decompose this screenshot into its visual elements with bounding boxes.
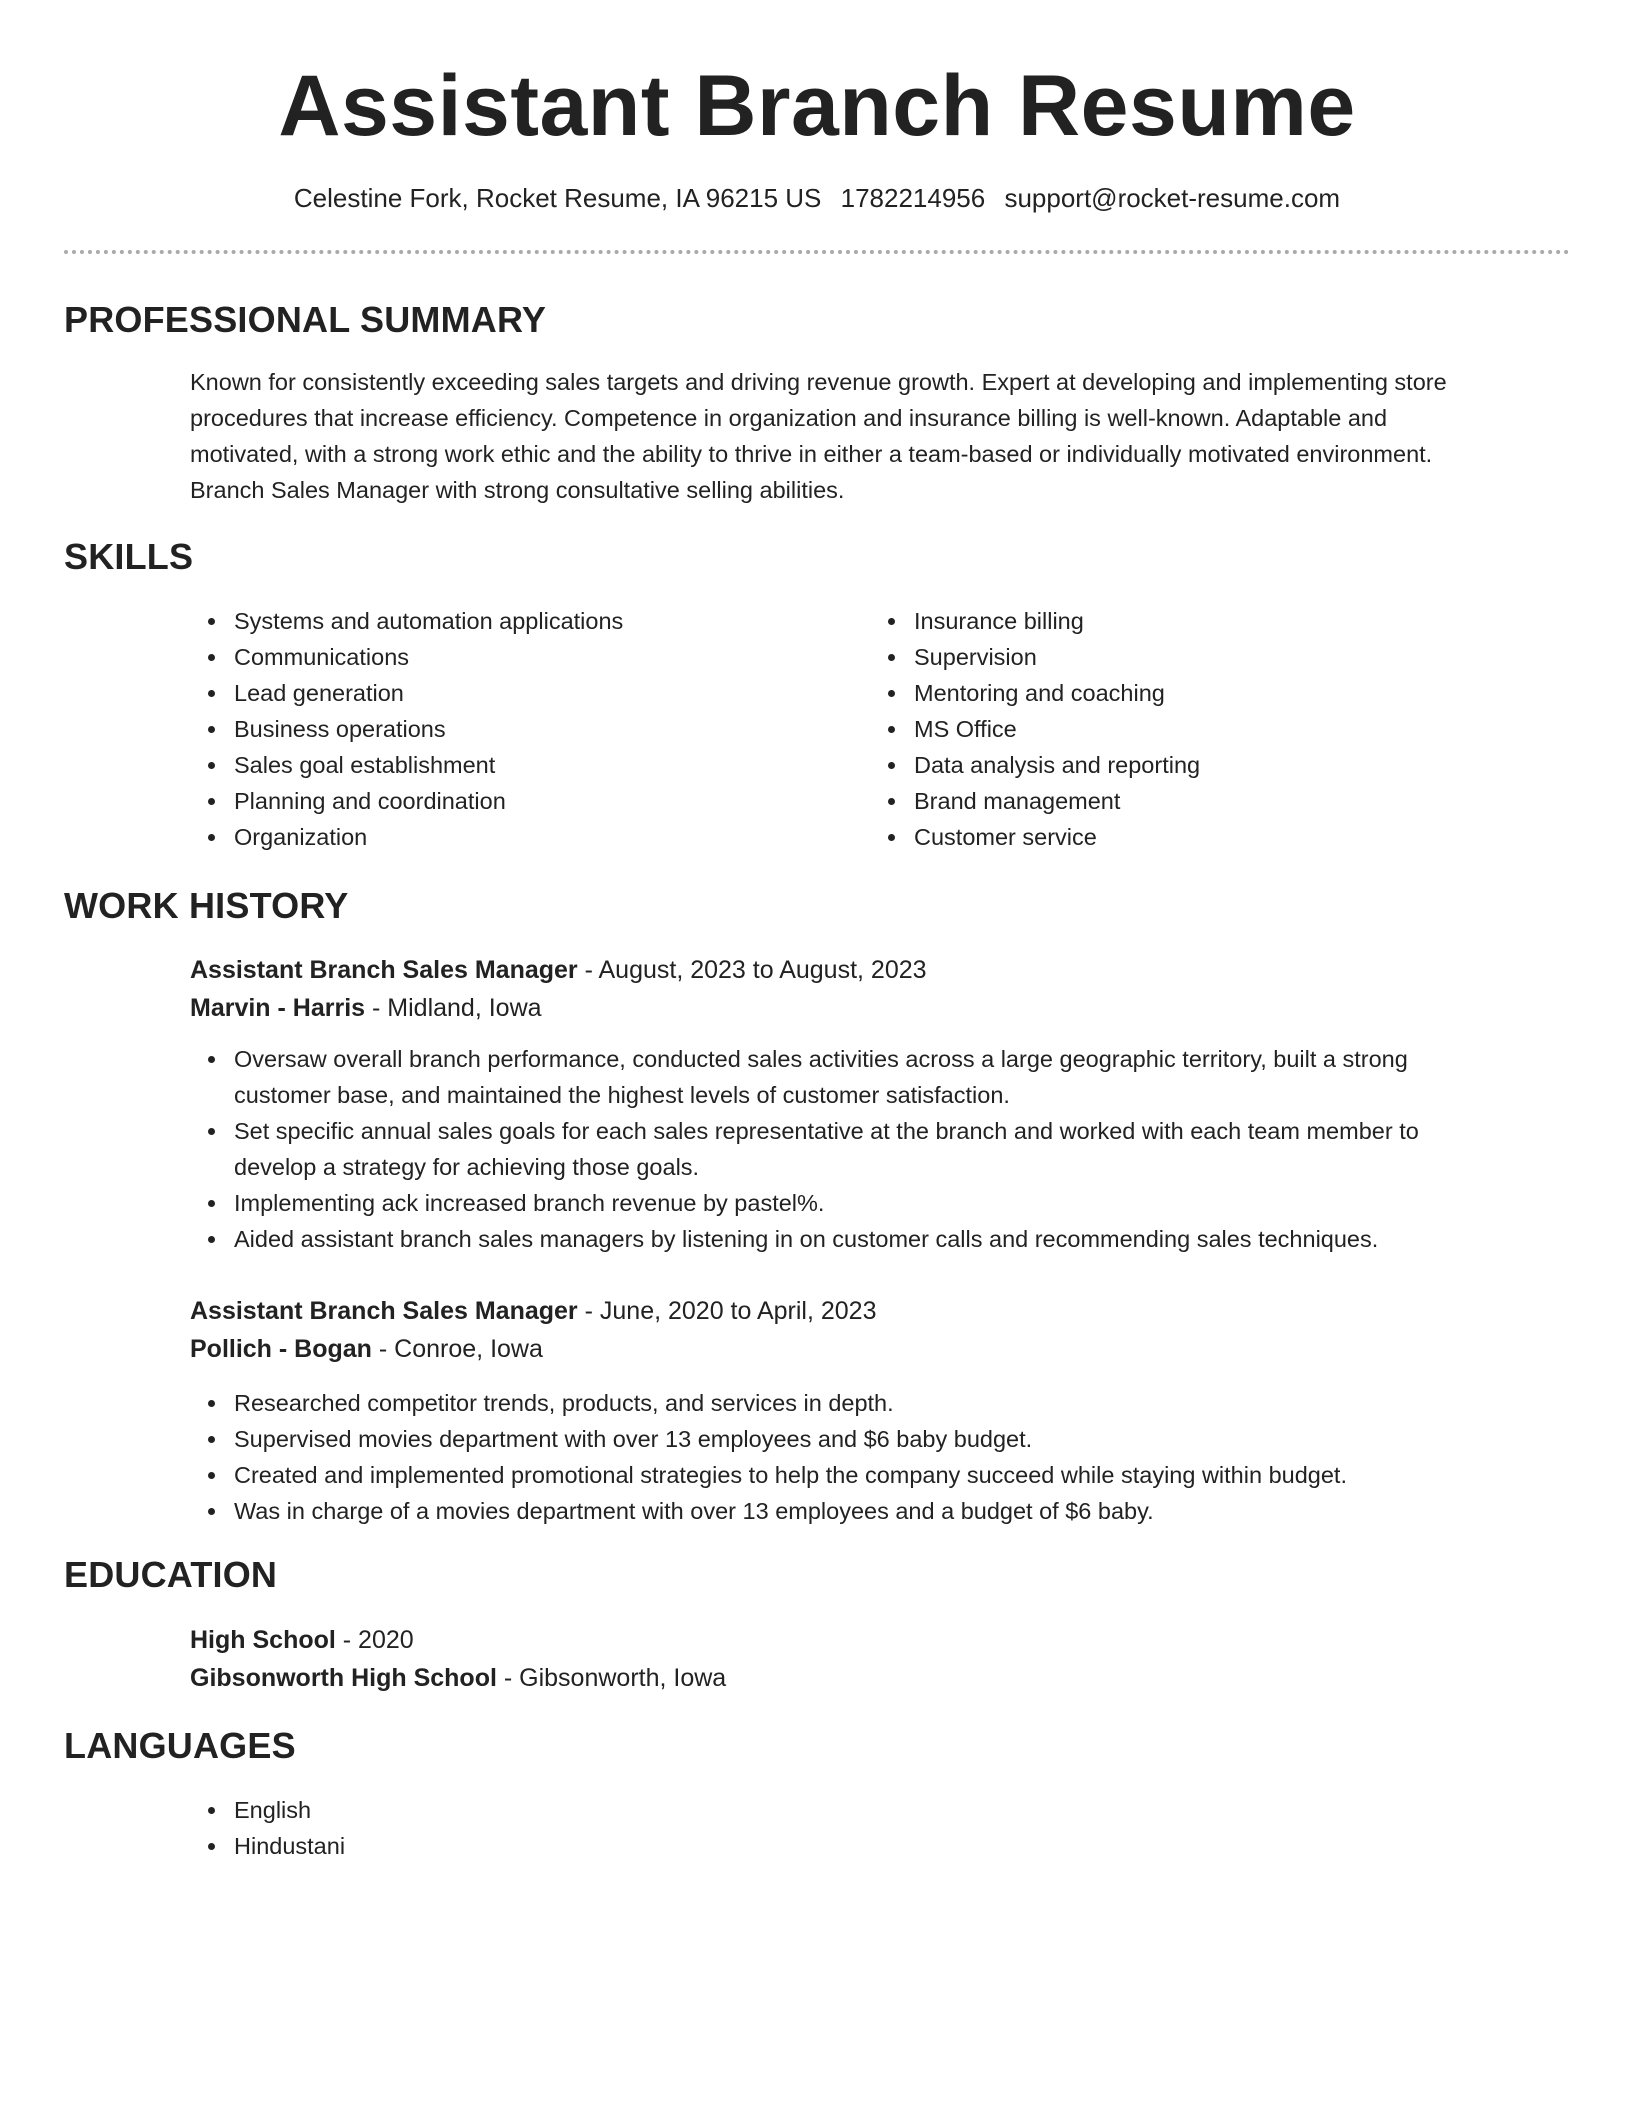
job-dates: - August, 2023 to August, 2023 [584,956,927,984]
skill-item: Brand management [870,783,1530,819]
job-bullet: Aided assistant branch sales managers by listening in on customer calls and recommending sales techniques. [190,1221,1570,1257]
education-location: - Gibsonworth, Iowa [503,1664,727,1692]
job-title-line [190,951,1570,989]
education-entry [190,1621,1570,1697]
job-title: Assistant Branch Sales Manager [190,1297,578,1325]
skill-item: Business operations [190,711,850,747]
skill-item: Mentoring and coaching [870,675,1530,711]
summary-line: Known for consistently exceeding sales targets and driving revenue growth. Expert at developing and implementing store [190,369,1447,395]
job-bullet: Implementing ack increased branch revenue by pastel%. [190,1185,1570,1221]
work-heading: WORK HISTORY [64,885,349,926]
job-bullets [190,1385,1570,1529]
summary-line: procedures that increase efficiency. Competence in organization and insurance billing is well-known. Adaptable and [190,405,1388,431]
summary-line: motivated, with a strong work ethic and the ability to thrive in either a team-based or individually motivated environment. [190,441,1433,467]
job-bullet: Created and implemented promotional strategies to help the company succeed while staying within budget. [190,1457,1570,1493]
job-bullet-text: develop a strategy for achieving those goals. [234,1154,700,1180]
job-location: - Midland, Iowa [372,994,542,1022]
summary-text [190,364,1570,508]
language-item: Hindustani [190,1828,1570,1864]
job-bullets [190,1041,1570,1257]
contact-address: Celestine Fork, Rocket Resume, IA 96215 US [293,183,822,213]
job-company-line [190,989,1570,1027]
language-item: English [190,1792,1570,1828]
skill-item: Lead generation [190,675,850,711]
job-company: Pollich - Bogan [190,1335,372,1363]
job-entry [190,951,1570,1027]
contact-email: support@rocket-resume.com [1004,183,1341,213]
skill-item: Planning and coordination [190,783,850,819]
education-degree-line [190,1621,1570,1659]
skill-item: Customer service [870,819,1530,855]
skills-list-left [190,603,850,855]
job-entry [190,1292,1570,1368]
skill-item: Supervision [870,639,1530,675]
job-bullet-text: customer base, and maintained the highest levels of customer satisfaction. [234,1082,1010,1108]
skills-list-right [870,603,1530,855]
skill-item: MS Office [870,711,1530,747]
contact-line [64,180,1570,216]
education-degree: High School [190,1626,336,1654]
languages-heading: LANGUAGES [64,1725,296,1766]
job-location: - Conroe, Iowa [378,1335,543,1363]
skill-item: Insurance billing [870,603,1530,639]
skills-heading: SKILLS [64,536,194,577]
job-company: Marvin - Harris [190,994,366,1022]
job-bullet [190,1113,1570,1185]
education-school-line [190,1659,1570,1697]
job-bullet [190,1041,1570,1113]
skill-item: Systems and automation applications [190,603,850,639]
languages-list [190,1792,1570,1864]
skill-item: Communications [190,639,850,675]
job-dates: - June, 2020 to April, 2023 [584,1297,877,1325]
summary-heading: PROFESSIONAL SUMMARY [64,299,547,340]
contact-phone: 1782214956 [840,183,986,213]
skill-item: Organization [190,819,850,855]
job-title: Assistant Branch Sales Manager [190,956,578,984]
resume-title: Assistant Branch Resume [278,58,1356,154]
job-title-line [190,1292,1570,1330]
job-bullet: Was in charge of a movies department with over 13 employees and a budget of $6 baby. [190,1493,1570,1529]
job-bullet: Supervised movies department with over 13 employees and $6 baby budget. [190,1421,1570,1457]
education-heading: EDUCATION [64,1554,278,1595]
header-divider [64,250,1570,254]
education-year: - 2020 [342,1626,414,1654]
job-company-line [190,1330,1570,1368]
job-bullet: Researched competitor trends, products, and services in depth. [190,1385,1570,1421]
skill-item: Data analysis and reporting [870,747,1530,783]
summary-line: Branch Sales Manager with strong consultative selling abilities. [190,477,845,503]
job-bullet-text: Oversaw overall branch performance, conducted sales activities across a large geographic territory, built a strong [234,1046,1408,1072]
job-bullet-text: Set specific annual sales goals for each sales representative at the branch and worked with each team member to [234,1118,1419,1144]
education-school: Gibsonworth High School [190,1664,497,1692]
skill-item: Sales goal establishment [190,747,850,783]
